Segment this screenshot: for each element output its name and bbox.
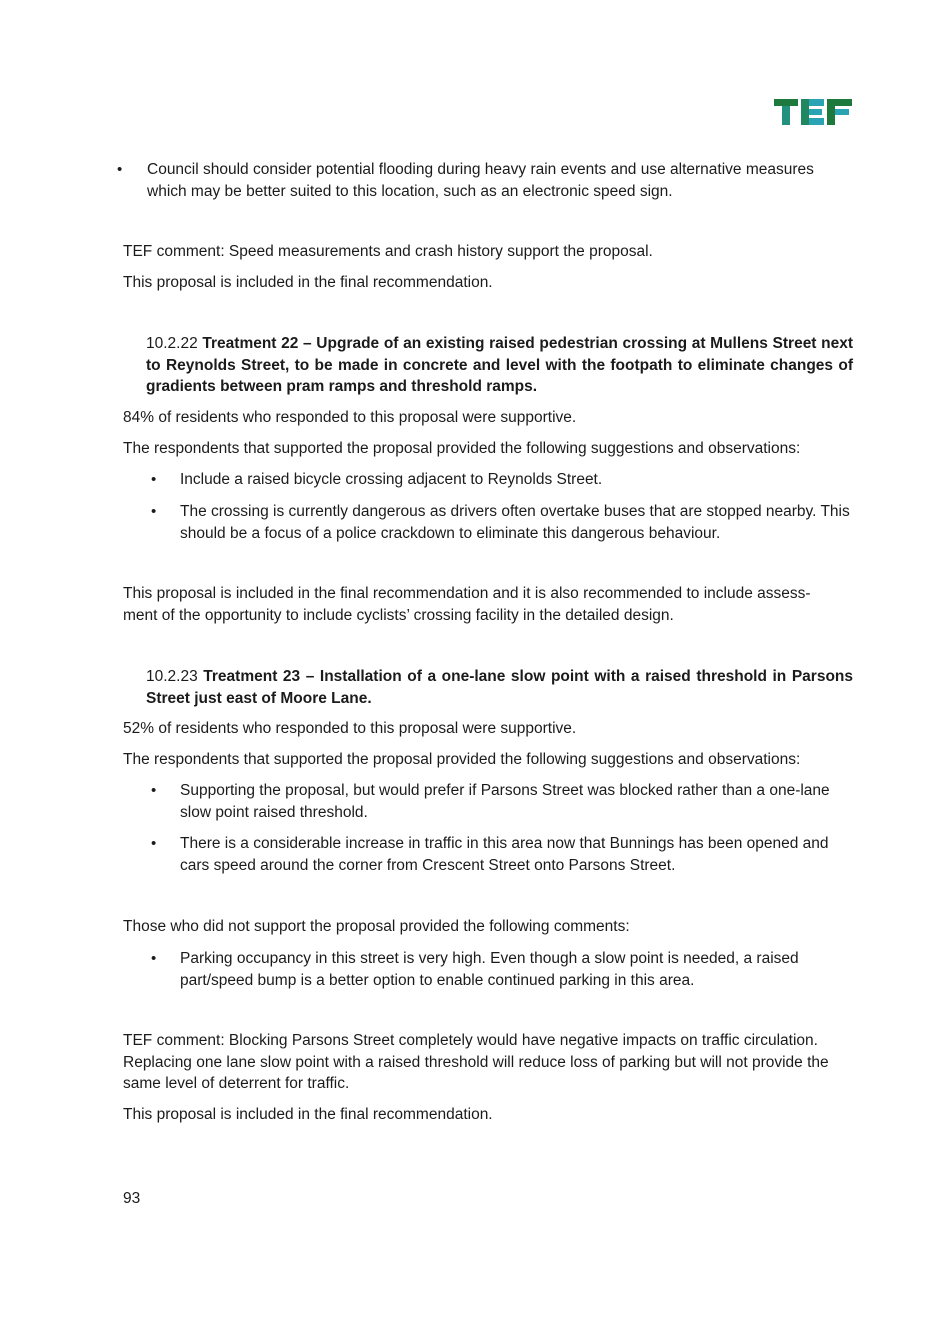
section-title: Treatment 23 – Installation of a one-lane slow point with a raised threshold in Parsons Street just east of Moore Lane. <box>146 668 853 707</box>
list-item-text: There is a considerable increase in traffic in this area now that Bunnings has been opened and cars speed around the corner from Crescent Street onto Parsons Street. <box>180 835 829 874</box>
recommendation-paragraph: This proposal is included in the final recommendation. <box>123 274 493 291</box>
bullet-icon: • <box>151 950 157 967</box>
section-heading-10-2-22 <box>146 333 853 398</box>
conclusion-paragraph: This proposal is included in the final recommendation and it is also recommended to include assess-ment of the opportunity to include cyclists’ crossing facility in the detailed design. <box>123 585 811 624</box>
suggestions-intro: The respondents that supported the proposal provided the following suggestions and observations: <box>123 440 801 457</box>
tef-comment-paragraph: TEF comment: Blocking Parsons Street completely would have negative impacts on traffic circulation. Replacing one lane slow point with a raised threshold will reduce loss of parking but will not provide the same level of deterrent for traffic. <box>123 1032 829 1092</box>
support-paragraph: 84% of residents who responded to this proposal were supportive. <box>123 409 577 426</box>
list-item-text: Include a raised bicycle crossing adjacent to Reynolds Street. <box>180 471 603 488</box>
bullet-icon: • <box>151 503 157 520</box>
section-number: 10.2.23 <box>146 668 198 685</box>
against-intro: Those who did not support the proposal provided the following comments: <box>123 918 630 935</box>
section-heading-10-2-23 <box>146 666 853 709</box>
list-item-text: Council should consider potential flooding during heavy rain events and use alternative measures which may be better suited to this location, such as an electronic speed sign. <box>147 161 814 200</box>
page-number: 93 <box>123 1190 141 1207</box>
tef-logo <box>772 97 854 127</box>
list-item-text: Parking occupancy in this street is very high. Even though a slow point is needed, a raised part/speed bump is a better option to enable continued parking in this area. <box>180 950 799 989</box>
section-number: 10.2.22 <box>146 335 198 352</box>
section-title: Treatment 22 – Upgrade of an existing raised pedestrian crossing at Mullens Street next to Reynolds Street, to be made in concrete and level with the footpath to eliminate changes of gradients between pram ramps and threshold ramps. <box>146 335 854 395</box>
tef-comment-paragraph: TEF comment: Speed measurements and crash history support the proposal. <box>123 243 653 260</box>
support-paragraph: 52% of residents who responded to this proposal were supportive. <box>123 720 577 737</box>
recommendation-paragraph: This proposal is included in the final recommendation. <box>123 1106 493 1123</box>
bullet-icon: • <box>151 471 157 488</box>
bullet-icon: • <box>117 161 123 178</box>
bullet-icon: • <box>151 835 157 852</box>
list-item-text: The crossing is currently dangerous as drivers often overtake buses that are stopped nearby. This should be a focus of a police crackdown to eliminate this dangerous behaviour. <box>180 503 850 542</box>
suggestions-intro: The respondents that supported the proposal provided the following suggestions and observations: <box>123 751 801 768</box>
list-item-text: Supporting the proposal, but would prefer if Parsons Street was blocked rather than a one-lane slow point raised threshold. <box>180 782 830 821</box>
bullet-icon: • <box>151 782 157 799</box>
